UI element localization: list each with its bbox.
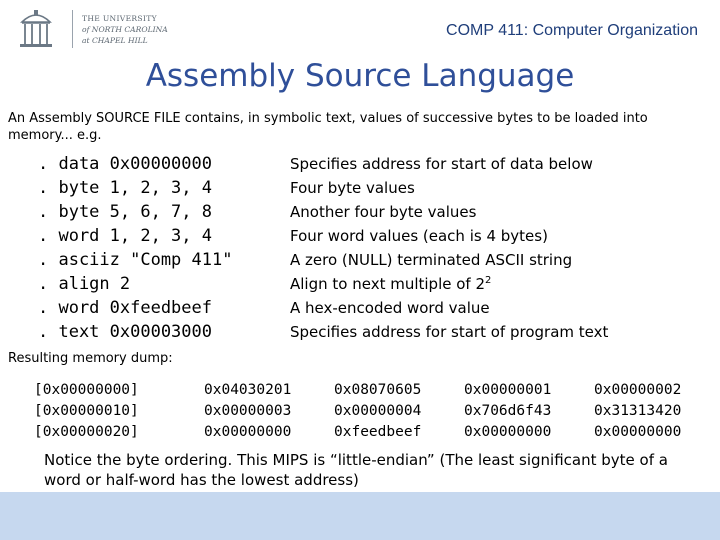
course-title: COMP 411: Computer Organization bbox=[446, 22, 698, 39]
directive-code: . data 0x00000000 bbox=[38, 154, 212, 174]
directive-code: . word 1, 2, 3, 4 bbox=[38, 226, 212, 246]
directive-description: A hex-encoded word value bbox=[290, 299, 490, 317]
exponent: 2 bbox=[485, 275, 492, 286]
directive-description: Specifies address for start of program text bbox=[290, 323, 609, 341]
directive-description: A zero (NULL) terminated ASCII string bbox=[290, 251, 573, 269]
dump-address: [0x00000020] bbox=[34, 424, 139, 440]
endianness-note: Notice the byte ordering. This MIPS is “little-endian” (The least significant byte of a word or half-word has the lowest address) bbox=[44, 451, 668, 489]
directive-code: . text 0x00003000 bbox=[38, 322, 212, 342]
dump-address: [0x00000010] bbox=[34, 403, 139, 419]
dump-word: 0x00000001 bbox=[464, 382, 552, 398]
dump-word: 0xfeedbeef bbox=[334, 424, 422, 440]
old-well-icon bbox=[18, 8, 54, 50]
intro-text: An Assembly SOURCE FILE contains, in symbolic text, values of successive bytes to be loaded into memory... e.g. bbox=[8, 111, 648, 143]
dump-word: 0x00000000 bbox=[204, 424, 292, 440]
directive-code: . asciiz "Comp 411" bbox=[38, 250, 233, 270]
dump-word: 0x00000003 bbox=[204, 403, 292, 419]
directive-description: Specifies address for start of data below bbox=[290, 155, 593, 173]
dump-word: 0x04030201 bbox=[204, 382, 292, 398]
directive-code: . byte 5, 6, 7, 8 bbox=[38, 202, 212, 222]
logo-line-1: THE UNIVERSITY bbox=[82, 14, 157, 23]
directive-description: Another four byte values bbox=[290, 203, 477, 221]
directive-code: . align 2 bbox=[38, 274, 131, 294]
logo-line-3: at CHAPEL HILL bbox=[82, 36, 148, 45]
dump-label: Resulting memory dump: bbox=[8, 351, 173, 366]
directive-description: Align to next multiple of $2^2$ bbox=[290, 275, 492, 293]
dump-word: 0x31313420 bbox=[594, 403, 682, 419]
dump-word: 0x00000002 bbox=[594, 382, 682, 398]
dump-word: 0x00000004 bbox=[334, 403, 422, 419]
dump-address: [0x00000000] bbox=[34, 382, 139, 398]
directive-description: Four byte values bbox=[290, 179, 415, 197]
logo-divider bbox=[72, 10, 73, 48]
university-name bbox=[82, 13, 168, 46]
footer-band bbox=[0, 492, 720, 540]
directive-code: . byte 1, 2, 3, 4 bbox=[38, 178, 212, 198]
university-logo bbox=[12, 6, 182, 50]
dump-word: 0x706d6f43 bbox=[464, 403, 552, 419]
dump-word: 0x00000000 bbox=[594, 424, 682, 440]
dump-word: 0x00000000 bbox=[464, 424, 552, 440]
slide-title: Assembly Source Language bbox=[145, 58, 575, 94]
directive-code: . word 0xfeedbeef bbox=[38, 298, 212, 318]
directive-description: Four word values (each is 4 bytes) bbox=[290, 227, 548, 245]
dump-word: 0x08070605 bbox=[334, 382, 422, 398]
logo-line-2: of NORTH CAROLINA bbox=[82, 25, 168, 34]
